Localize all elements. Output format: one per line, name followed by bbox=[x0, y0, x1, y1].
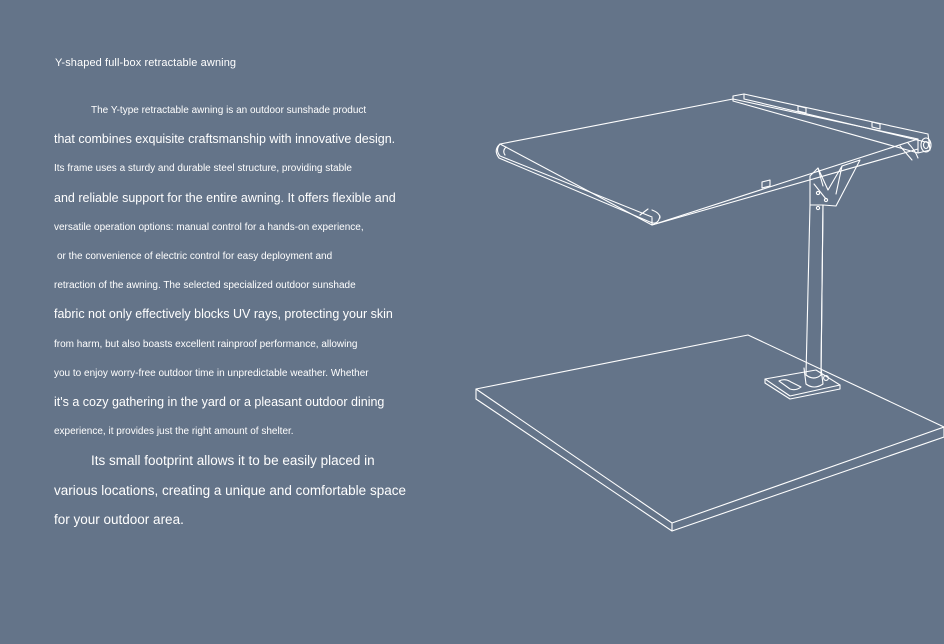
text-line: versatile operation options: manual control for a hands-on experience, bbox=[54, 221, 364, 233]
text-line: or the convenience of electric control for easy deployment and bbox=[57, 250, 333, 262]
mounting-bracket bbox=[765, 370, 840, 399]
paragraph-2 bbox=[54, 446, 434, 535]
awning-line-drawing bbox=[470, 86, 944, 546]
description-text bbox=[54, 96, 434, 535]
base-plate bbox=[476, 335, 944, 531]
text-line: The Y-type retractable awning is an outdoor sunshade product bbox=[91, 105, 367, 116]
text-line: retraction of the awning. The selected specialized outdoor sunshade bbox=[54, 280, 356, 292]
support-post bbox=[804, 205, 823, 387]
paragraph-1 bbox=[54, 96, 434, 446]
front-bar bbox=[496, 144, 660, 223]
text-line: it's a cozy gathering in the yard or a pleasant outdoor dining bbox=[54, 394, 385, 409]
text-line: you to enjoy worry-free outdoor time in unpredictable weather. Whether bbox=[54, 367, 369, 379]
text-line: experience, it provides just the right amount of shelter. bbox=[54, 426, 294, 438]
text-line: for your outdoor area. bbox=[54, 512, 184, 528]
text-line: fabric not only effectively blocks UV rays, protecting your skin bbox=[54, 307, 393, 322]
text-line: Its frame uses a sturdy and durable steel structure, providing stable bbox=[54, 163, 352, 175]
text-line: and reliable support for the entire awning. It offers flexible and bbox=[54, 190, 396, 205]
text-line: from harm, but also boasts excellent rainproof performance, allowing bbox=[54, 338, 358, 350]
text-line: various locations, creating a unique and comfortable space bbox=[54, 482, 406, 498]
text-line: that combines exquisite craftsmanship with innovative design. bbox=[54, 132, 396, 147]
document-title: Y-shaped full-box retractable awning bbox=[55, 57, 237, 69]
text-line: Its small footprint allows it to be easily placed in bbox=[91, 453, 375, 469]
